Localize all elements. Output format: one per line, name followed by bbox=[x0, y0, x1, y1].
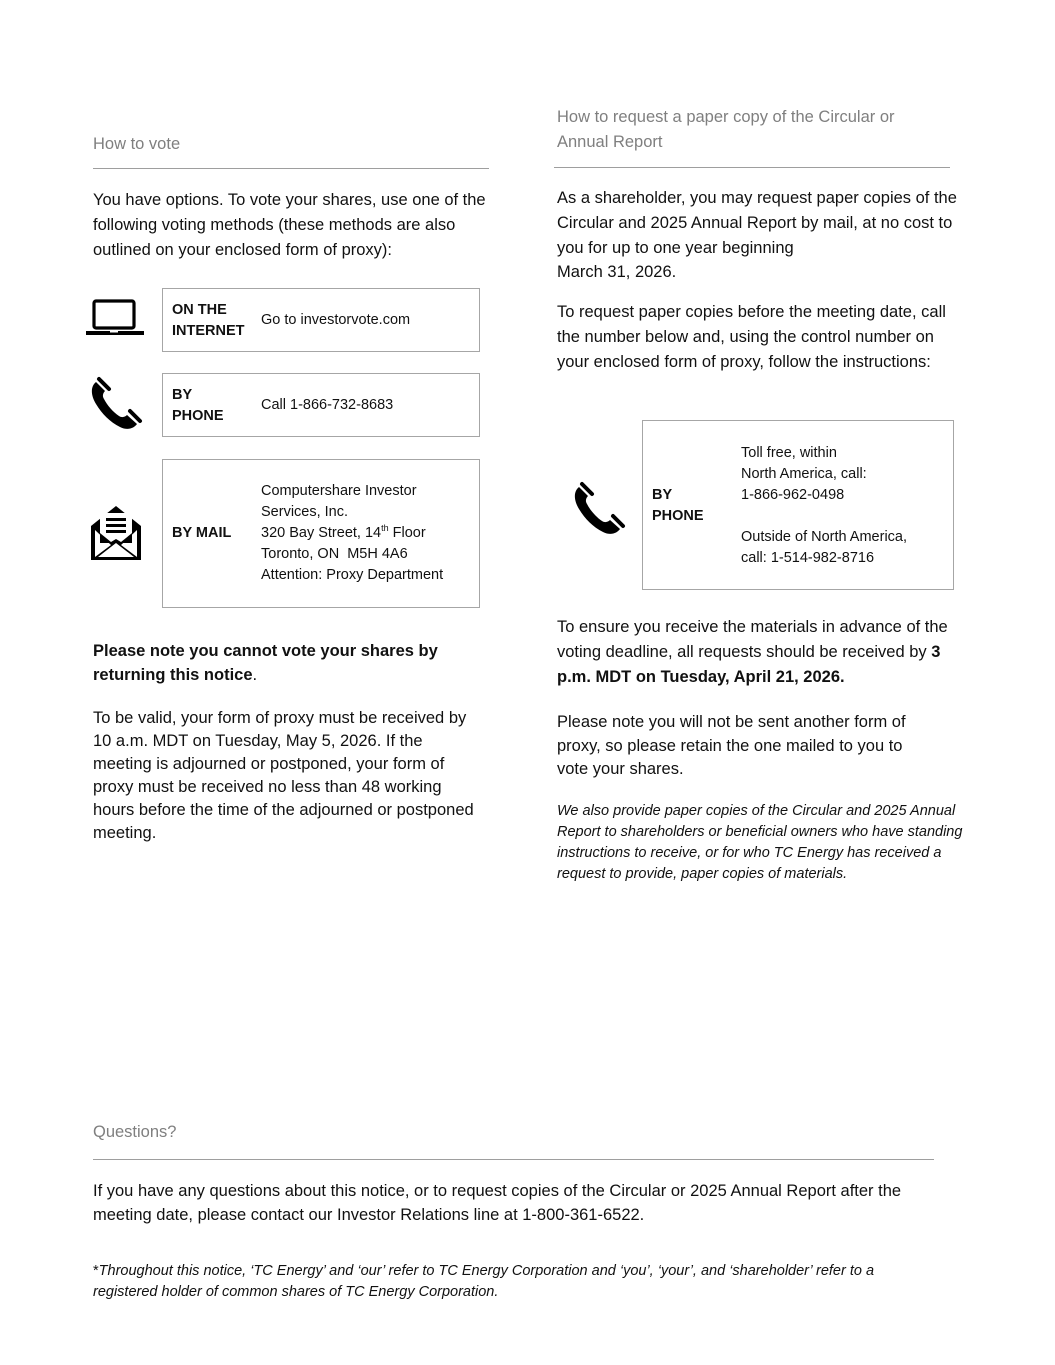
paper-copy-intro: As a shareholder, you may request paper copies of the Circular and 2025 Annual Report by mail, at no cost to you for up to one year beginning March 31, 2026. bbox=[557, 189, 957, 282]
retain-proxy-notice: Please note you will not be sent another form of proxy, so please retain the one mailed to you to vote your shares. bbox=[557, 713, 906, 778]
phone-number-link[interactable]: Call 1-866-732-8683 bbox=[261, 397, 394, 413]
internet-link[interactable]: Go to investorvote.com bbox=[261, 312, 411, 328]
section-title-how-to-vote: How to vote bbox=[93, 135, 181, 153]
laptop-icon bbox=[85, 299, 145, 339]
section-title-questions: Questions? bbox=[93, 1123, 177, 1141]
method-label: BY PHONE bbox=[652, 487, 704, 524]
proxy-validity-text: To be valid, your form of proxy must be received by 10 a.m. MDT on Tuesday, May 5, 2026. If the meeting is adjourned or postponed, your form of proxy must be received no less than 48 working hours before the time of the adjourned or postponed meeting. bbox=[93, 709, 474, 842]
voting-method-internet bbox=[162, 288, 480, 352]
request-deadline-text: To ensure you receive the materials in advance of the voting deadline, all requests should be received by 3 p.m. MDT on Tuesday, April 21, 2026. bbox=[557, 618, 948, 686]
phone-icon bbox=[571, 481, 627, 537]
voting-method-phone bbox=[162, 373, 480, 437]
request-instructions: To request paper copies before the meeting date, call the number below and, using the control number on your enclosed form of proxy, follow the instructions: bbox=[557, 303, 946, 371]
section-title-paper-copy: How to request a paper copy of the Circular or Annual Report bbox=[557, 108, 895, 151]
method-label: ON THE INTERNET bbox=[172, 302, 245, 339]
method-label: BY PHONE bbox=[172, 387, 224, 424]
standing-instructions-note: We also provide paper copies of the Circular and 2025 Annual Report to shareholders or beneficial owners who have standing instructions to receive, or for who TC Energy has received a request to provide, paper copies of materials. bbox=[557, 803, 963, 882]
phone-numbers: Toll free, within North America, call: 1-866-962-0498 Outside of North America, call: 1-514-982-8716 bbox=[741, 443, 907, 569]
toll-free-number[interactable]: 1-866-962-0498 bbox=[741, 487, 845, 503]
envelope-letter-icon bbox=[89, 504, 143, 562]
mailing-address: Computershare Investor Services, Inc. 320 Bay Street, 14th Floor Toronto, ON M5H 4A6 Attention: Proxy Department bbox=[261, 483, 444, 583]
section-divider bbox=[93, 168, 489, 169]
section-divider bbox=[554, 167, 950, 168]
international-number[interactable]: call: 1-514-982-8716 bbox=[741, 550, 875, 566]
footnote: *Throughout this notice, ‘TC Energy’ and ‘our’ refer to TC Energy Corporation and ‘you’, ‘your’, and ‘shareholder’ refer to a registered holder of common shares of TC Energy Corporation. bbox=[93, 1263, 875, 1300]
cannot-vote-notice: Please note you cannot vote your shares by returning this notice. bbox=[93, 642, 438, 684]
paper-copy-phone-box bbox=[642, 420, 954, 590]
phone-icon bbox=[88, 376, 144, 432]
voting-method-mail bbox=[162, 459, 480, 608]
method-label: BY MAIL bbox=[172, 525, 232, 541]
section-divider bbox=[93, 1159, 934, 1160]
voting-intro-text: You have options. To vote your shares, use one of the following voting methods (these methods are also outlined on your enclosed form of proxy): bbox=[93, 191, 486, 259]
questions-text: If you have any questions about this notice, or to request copies of the Circular or 2025 Annual Report after the meeting date, please contact our Investor Relations line at 1-800-361-6522. bbox=[93, 1182, 902, 1224]
